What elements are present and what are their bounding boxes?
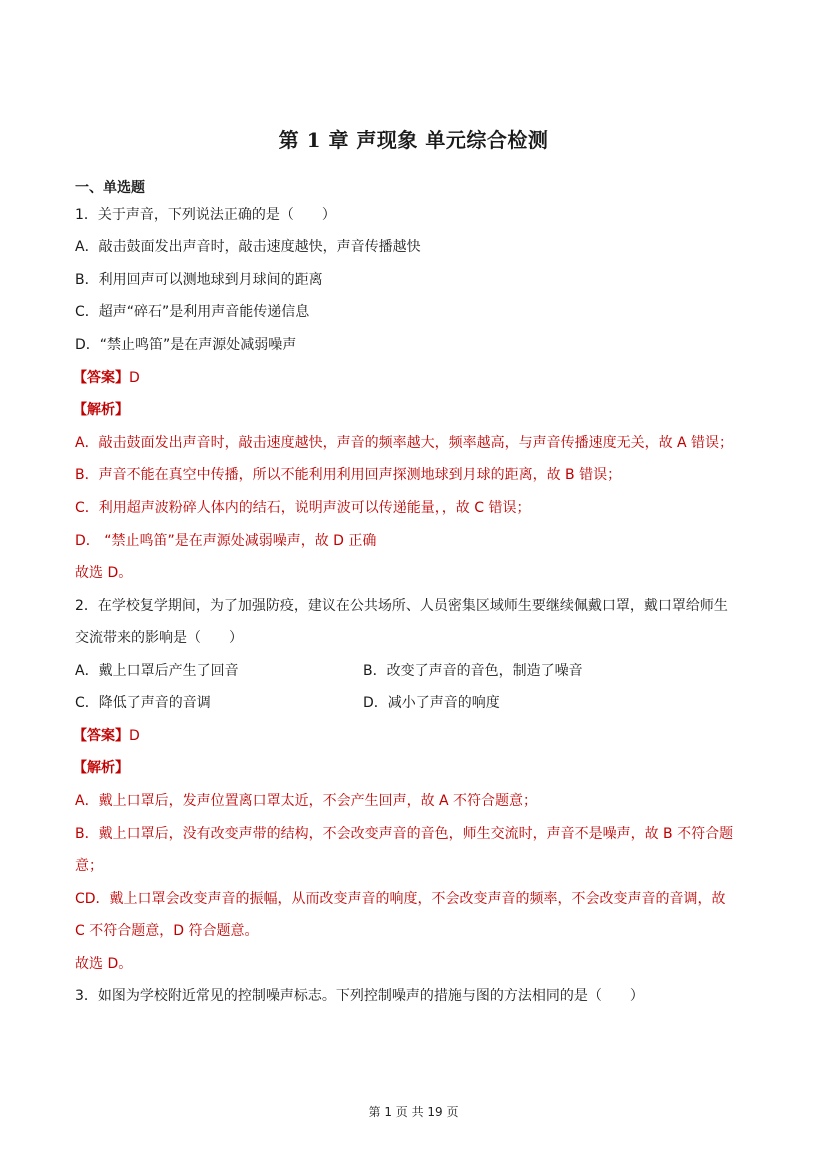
q2-conclusion: 故选 D。 bbox=[75, 956, 133, 972]
q2-answer-value: D bbox=[129, 728, 140, 744]
q2-answer-label: 【答案】 bbox=[73, 728, 129, 744]
q2-option-b: B．改变了声音的音色，制造了噪音 bbox=[363, 663, 583, 679]
q2-analysis-b-line1: B．戴上口罩后，没有改变声带的结构，不会改变声音的音色，师生交流时，声音不是噪声，故 B 不符合题 bbox=[75, 826, 734, 842]
q1-option-b: B．利用回声可以测地球到月球间的距离 bbox=[75, 272, 323, 288]
q1-option-c: C．超声“碎石”是利用声音能传递信息 bbox=[75, 304, 310, 320]
q1-option-a: A．敲击鼓面发出声音时，敲击速度越快，声音传播越快 bbox=[75, 239, 421, 255]
q1-option-d: D．“禁止鸣笛”是在声源处减弱噪声 bbox=[75, 337, 297, 353]
q2-option-a: A．戴上口罩后产生了回音 bbox=[75, 663, 239, 679]
q1-stem: 1．关于声音，下列说法正确的是（ ） bbox=[75, 207, 336, 223]
q2-option-c: C．降低了声音的音调 bbox=[75, 695, 211, 711]
q3-stem: 3．如图为学校附近常见的控制噪声标志。下列控制噪声的措施与图的方法相同的是（ ） bbox=[75, 988, 644, 1004]
q2-option-d: D．减小了声音的响度 bbox=[363, 695, 500, 711]
q1-analysis-c: C．利用超声波粉碎人体内的结石，说明声波可以传递能量，，故 C 错误； bbox=[75, 500, 531, 516]
q1-conclusion: 故选 D。 bbox=[75, 565, 133, 581]
q1-answer-label: 【答案】 bbox=[73, 370, 129, 386]
q1-answer-value: D bbox=[129, 370, 140, 386]
q1-analysis-a: A．敲击鼓面发出声音时，敲击速度越快，声音的频率越大，频率越高，与声音传播速度无关，故 A 错误； bbox=[75, 435, 734, 451]
q2-analysis-cd-line2: C 不符合题意，D 符合题意。 bbox=[75, 923, 259, 939]
q2-analysis-a: A．戴上口罩后，发声位置离口罩太近，不会产生回声，故 A 不符合题意； bbox=[75, 793, 538, 809]
page-footer: 第 1 页 共 19 页 bbox=[368, 1105, 459, 1119]
q2-analysis-b-line2: 意； bbox=[75, 858, 103, 874]
q2-stem-line1: 2．在学校复学期间，为了加强防疫，建议在公共场所、人员密集区域师生要继续佩戴口罩，戴口罩给师生 bbox=[75, 598, 728, 614]
q2-stem-line2: 交流带来的影响是（ ） bbox=[75, 630, 243, 646]
q1-analysis-b: B．声音不能在真空中传播，所以不能利用利用回声探测地球到月球的距离，故 B 错误； bbox=[75, 467, 622, 483]
page-title: 第 1 章 声现象 单元综合检测 bbox=[278, 128, 549, 152]
q1-analysis-label: 【解析】 bbox=[73, 402, 129, 418]
q2-analysis-cd-line1: CD．戴上口罩会改变声音的振幅，从而改变声音的响度，不会改变声音的频率，不会改变声音的音调，故 bbox=[75, 891, 726, 907]
section-heading: 一、单选题 bbox=[75, 180, 145, 196]
q2-analysis-label: 【解析】 bbox=[73, 760, 129, 776]
q1-analysis-d: D． “禁止鸣笛”是在声源处减弱噪声，故 D 正确 bbox=[75, 533, 377, 549]
q1-answer-row bbox=[73, 368, 140, 388]
q2-answer-row bbox=[73, 726, 140, 746]
